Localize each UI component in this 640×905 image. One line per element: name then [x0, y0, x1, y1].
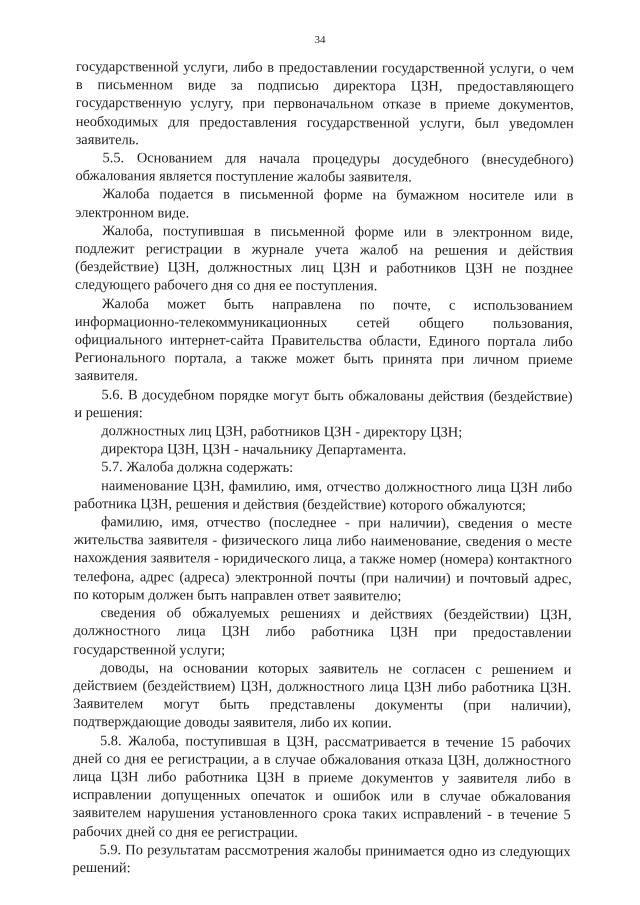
paragraph-appeal-director: директора ЦЗН, ЦЗН - начальнику Департамента. [101, 441, 407, 459]
paragraph-content-name: наименование ЦЗН, фамилию, имя, отчество должностного лица ЦЗН либо работника ЦЗН, решения и действия (бездействие) которого обжалуются; [74, 477, 573, 514]
paragraph-content-applicant: фамилию, имя, отчество (последнее - при наличии), сведения о месте жительства заявителя - физического лица либо наименование, сведения о месте нахождения заявителя - юридического лица, а также номер (номера) контактного телефона, адрес (адреса) электронной почты (при наличии) и почтовый адрес, по которым должен быть направлен ответ заявителю; [73, 514, 573, 605]
paragraph-5-6: 5.6. В досудебном порядке могут быть обжалованы действия (бездействие) и решения: [74, 386, 573, 422]
paragraph-content-decisions: сведения об обжалуемых решениях и действиях (бездействии) ЦЗН, должностного лица ЦЗН либо работника ЦЗН при предоставлении государственной услуги; [73, 605, 572, 659]
paragraph-content-arguments: доводы, на основании которых заявитель не согласен с решением и действием (бездействием) ЦЗН, должностного лица ЦЗН либо работника ЦЗН. Заявителем могут быть представлены документы (при наличии), подтверждающие доводы заявителя, либо их копии. [73, 659, 572, 732]
paragraph-continuation: государственной услуги, либо в предоставлении государственной услуги, о чем в письменном виде за подписью директора ЦЗН, предоставляющего государственную услугу, при первоначальном отказе в приеме документов, необходимых для предоставления государственной услуги, был уведомлен заявитель. [75, 58, 574, 149]
paragraph-5-7: 5.7. Жалоба должна содержать: [101, 459, 294, 477]
paragraph-complaint-form: Жалоба подается в письменной форме на бумажном носителе или в электронном виде. [75, 186, 574, 222]
document-body [72, 58, 574, 879]
page-number: 34 [314, 34, 326, 46]
paragraph-complaint-channels: Жалоба может быть направлена по почте, с использованием информационно-телекоммуникационных сетей общего пользования, официального интернет-сайта Правительства области, Единого портала либо Регионального портала, а также может быть принята при личном приеме заявителя. [74, 295, 573, 385]
paragraph-appeal-officials: должностных лиц ЦЗН, работников ЦЗН - директору ЦЗН; [101, 423, 463, 441]
paragraph-5-5: 5.5. Основанием для начала процедуры досудебного (внесудебного) обжалования является поступление жалобы заявителя. [75, 150, 574, 186]
paragraph-5-8: 5.8. Жалоба, поступившая в ЦЗН, рассматривается в течение 15 рабочих дней со дня ее регистрации, а в случае обжалования отказа ЦЗН, должностного лица ЦЗН либо работника ЦЗН в приеме документов у заявителя либо в исправлении допущенных опечаток и ошибок или в случае обжалования заявителем нарушения установленного срока таких исправлений - в течение 5 рабочих дней со дня ее регистрации. [72, 732, 572, 841]
paragraph-5-9: 5.9. По результатам рассмотрения жалобы принимается одно из следующих решений: [72, 841, 571, 877]
paragraph-complaint-registration: Жалоба, поступившая в письменной форме или в электронном виде, подлежит регистрации в журнале учета жалоб на решения и действия (бездействие) ЦЗН, должностных лиц ЦЗН и работников ЦЗН не позднее следующего рабочего дня со дня ее поступления. [74, 222, 574, 295]
